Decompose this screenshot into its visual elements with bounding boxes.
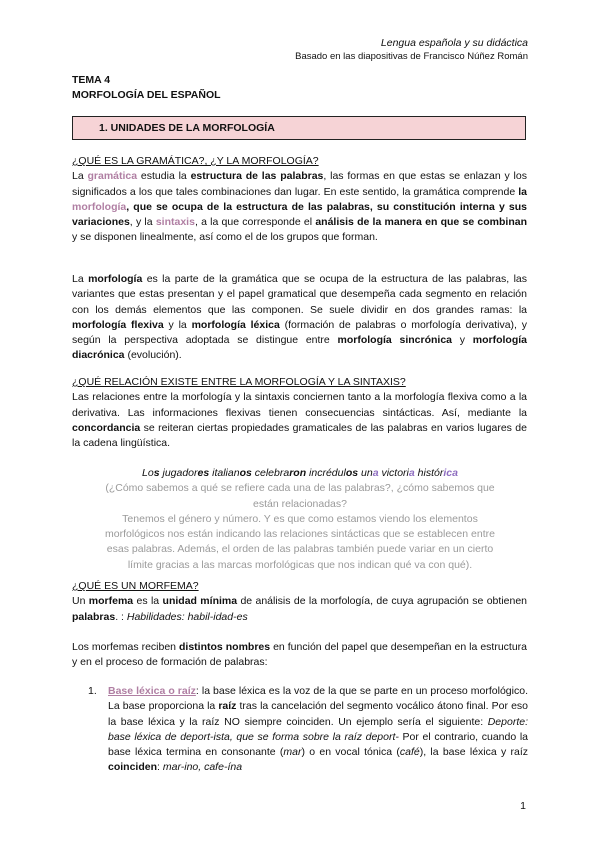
example-note: (¿Cómo sabemos a qué se refiere cada una de las palabras?, ¿cómo sabemos que están relacionadas?: [105, 482, 495, 510]
paragraph: Un morfema es la unidad mínima de análisis de la morfología, de cuya agrupación se obtienen palabras. : Habilidades: habil-idad-es: [72, 595, 528, 623]
question-morpheme: [72, 579, 527, 625]
question-grammar: [72, 154, 527, 246]
list-item: 1. Base léxica o raíz: la base léxica es la voz de la que se parte en un proceso morfológico. La base proporciona la raíz tras la cancelación del segmento vocálico átono final. Por eso la base léxica y la raíz NO siempre coinciden. Un ejemplo sería el siguiente: Deporte: base léxica de deport-ista, que se forma sobre la raíz deport- Por el contrario, cuando la base léxica termina en consonante (mar) o en vocal tónica (café), la base léxica y raíz coinciden: mar-ino, cafe-ína: [88, 685, 528, 774]
example-sentence: Los jugadores italianos celebraron incrédulos una victoria histórica: [142, 467, 458, 479]
section-title-box: [72, 116, 526, 140]
question-heading: ¿QUÉ RELACIÓN EXISTE ENTRE LA MORFOLOGÍA Y LA SINTAXIS?: [72, 376, 406, 388]
example-explanation: Tenemos el género y número. Y es que como estamos viendo los elementos morfológicos nos están indicando las relaciones sintácticas que se establecen entre esas palabras. Además, el orden de las palabras también puede variar en un cierto límite gracias a las marcas morfológicas que nos indican qué va con qué).: [105, 512, 495, 571]
paragraph: Las relaciones entre la morfología y la sintaxis conciernen tanto a la morfología flexiva como a la derivativa. Las informaciones flexivas tienen consecuencias sintácticas. Así, mediante la concordancia se reiteran ciertas propiedades gramaticales de las palabras en varios lugares de la cadena lingüística.: [72, 391, 527, 450]
highlight-term: sintaxis: [155, 216, 195, 229]
header-subtitle: Basado en las diapositivas de Francisco Núñez Román: [295, 51, 528, 62]
header-title: Lengua española y su didáctica: [380, 37, 528, 49]
highlight-term: morfología: [72, 200, 127, 213]
paragraph-morphology: La morfología es la parte de la gramática que se ocupa de la estructura de las palabras, las variantes que estas presentan y el papel gramatical que desempeña cada segmento en relación con los demás elementos que las componen. Se suele dividir en dos grandes ramas: la morfología flexiva y la morfología léxica (formación de palabras o morfología derivativa), y según la perspectiva adoptada se distingue entre morfología sincrónica y morfología diacrónica (evolución).: [72, 273, 528, 362]
paragraph: La gramática estudia la estructura de las palabras, las formas en que estas se enlazan y los significados a los que tales combinaciones dan lugar. En este sentido, la gramática comprende la morfología, que se ocupa de la estructura de las palabras, su constitución interna y sus variaciones, y la sintaxis, a la que corresponde el análisis de la manera en que se combinan y se disponen linealmente, así como el de los grupos que forman.: [72, 170, 527, 244]
list-number: 1.: [88, 685, 97, 697]
term-link[interactable]: Base léxica o raíz: [108, 685, 196, 697]
question-heading: ¿QUÉ ES LA GRAMÁTICA?, ¿Y LA MORFOLOGÍA?: [72, 155, 319, 167]
question-syntax: [72, 375, 527, 451]
chapter-number: TEMA 4: [72, 74, 111, 86]
example-block: [100, 466, 500, 573]
paragraph-morpheme-names: Los morfemas reciben distintos nombres en función del papel que desempeñan en la estructura y en el proceso de formación de palabras:: [72, 641, 528, 669]
question-heading: ¿QUÉ ES UN MORFEMA?: [72, 580, 199, 592]
chapter-title: MORFOLOGÍA DEL ESPAÑOL: [72, 89, 221, 101]
section-title: 1. UNIDADES DE LA MORFOLOGÍA: [99, 122, 275, 134]
chapter-heading: [72, 73, 221, 103]
highlight-term: gramática: [87, 170, 138, 183]
page-number: 1: [520, 800, 526, 812]
running-header: [295, 36, 528, 64]
